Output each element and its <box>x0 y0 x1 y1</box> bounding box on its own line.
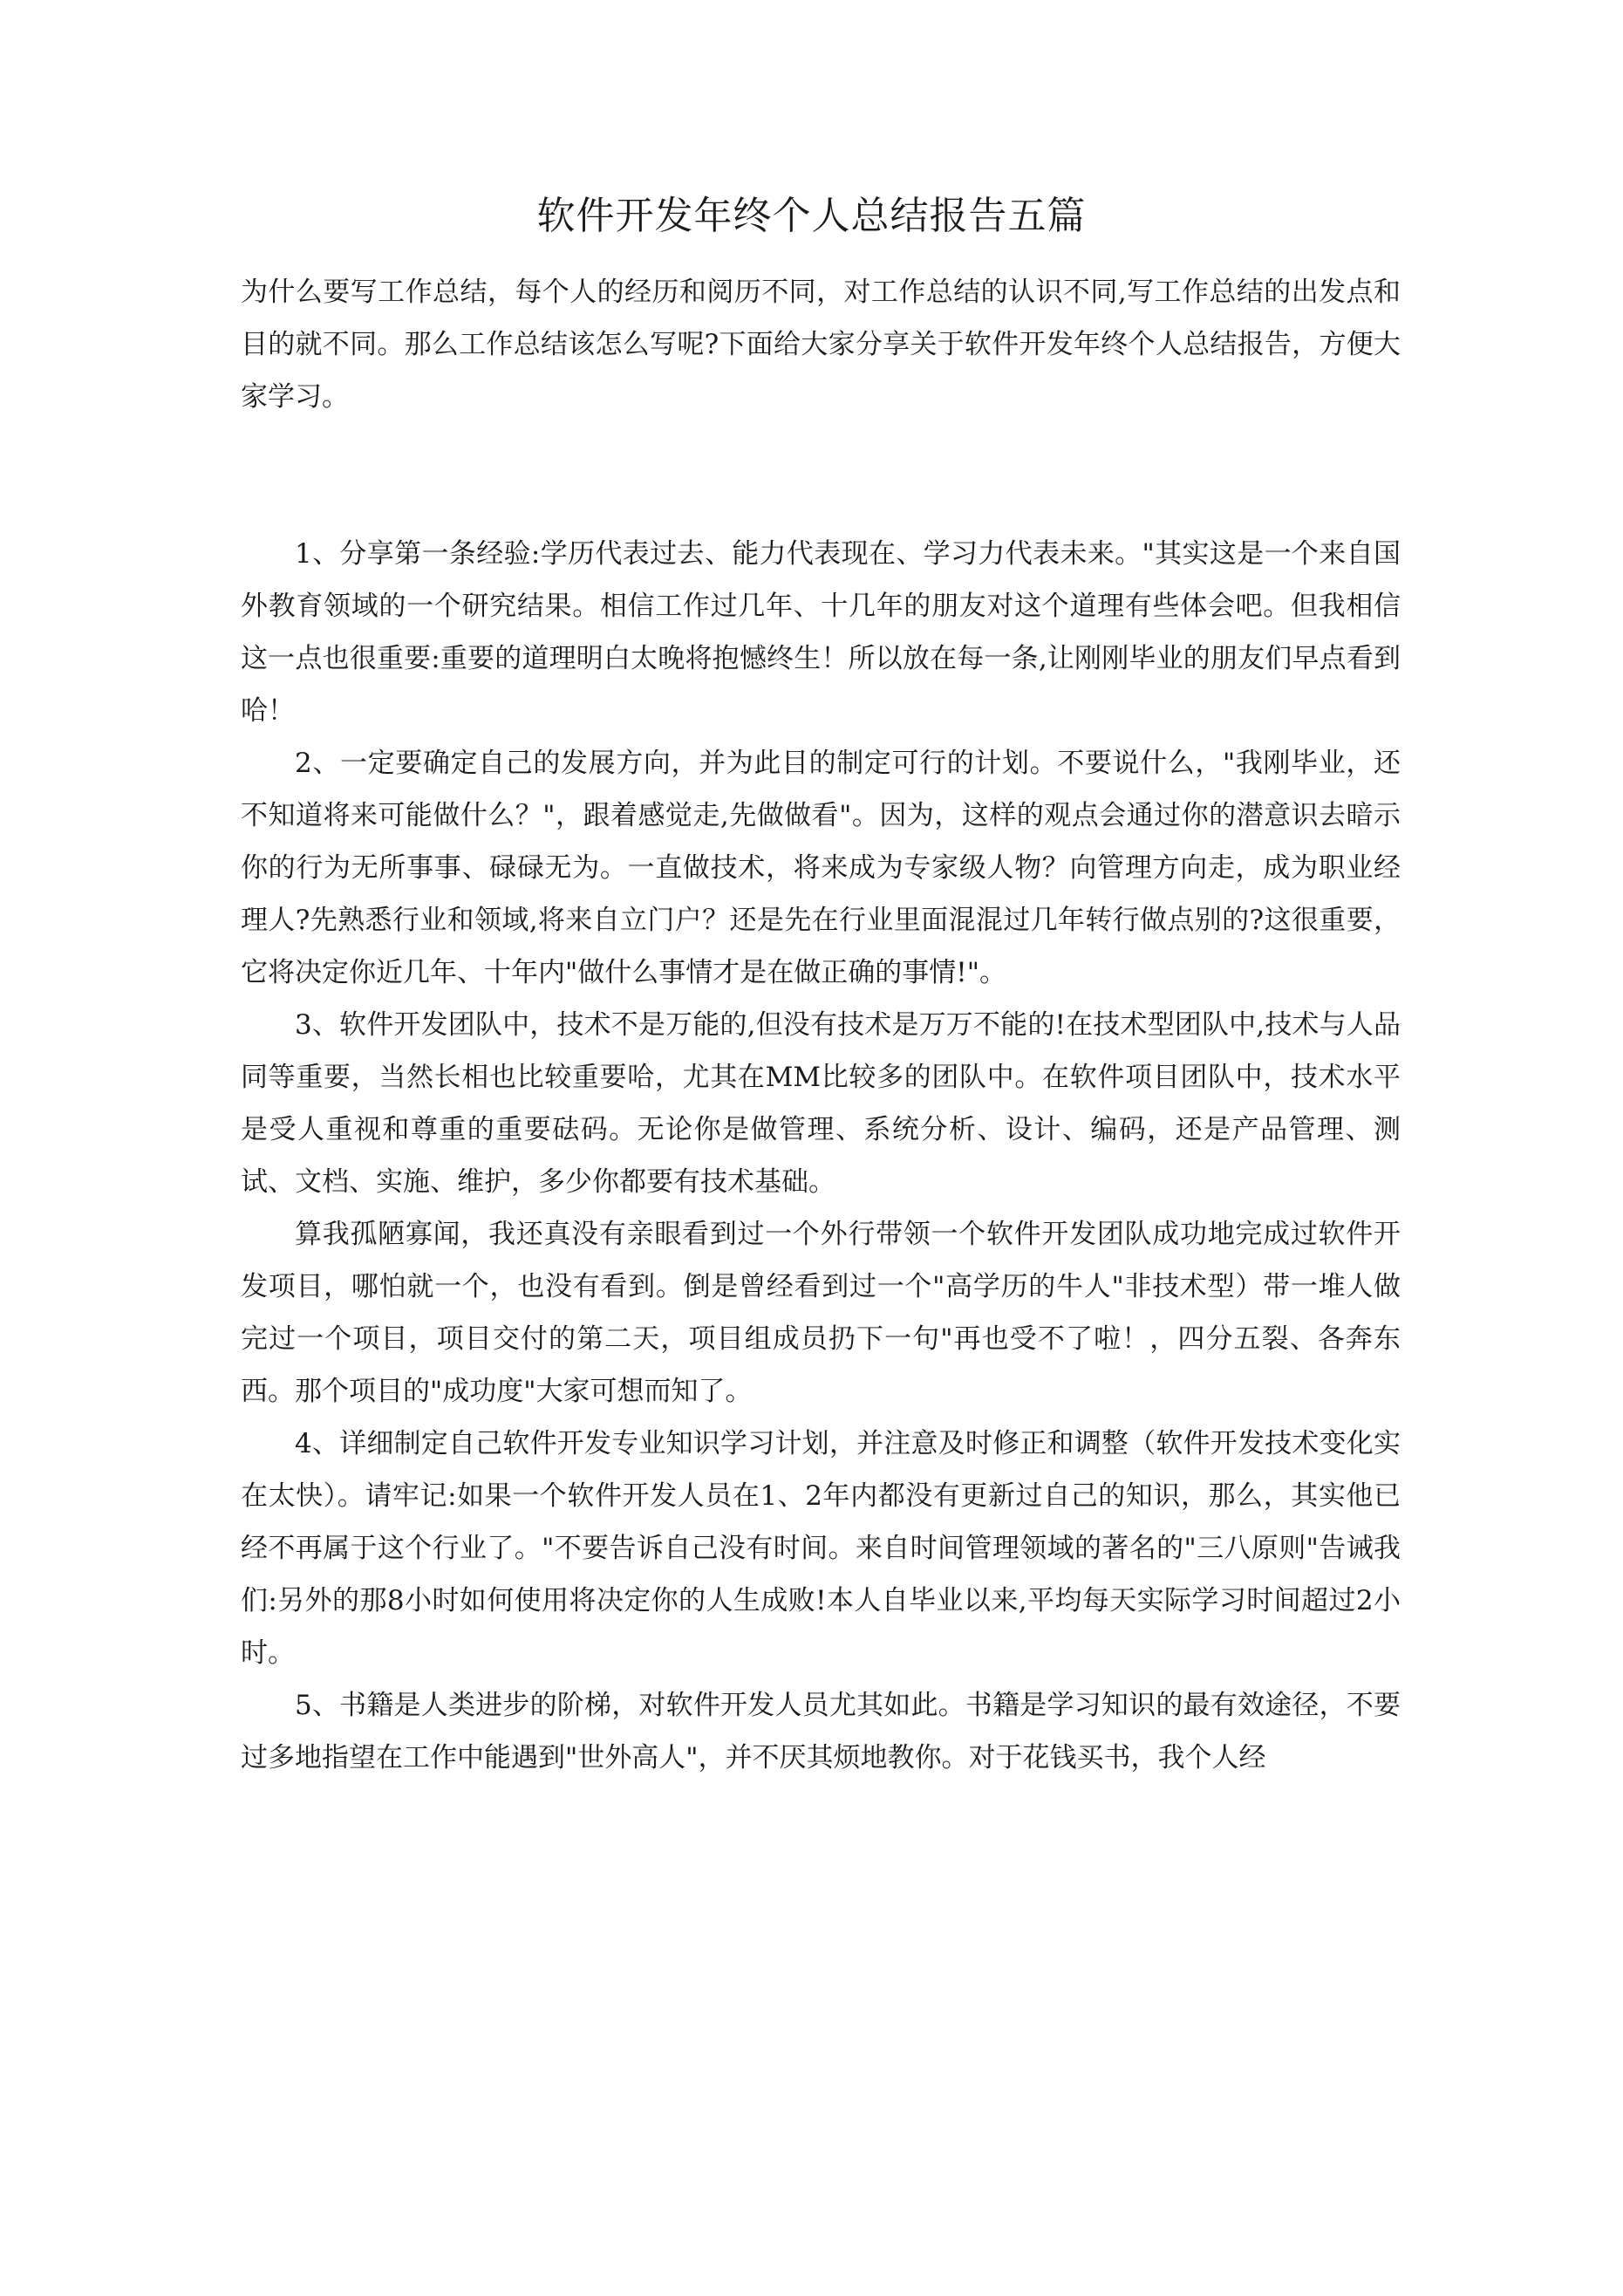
paragraph-6: 5、书籍是人类进步的阶梯，对软件开发人员尤其如此。书籍是学习知识的最有效途径，不要过多地指望在工作中能遇到"世外高人"，并不厌其烦地教你。对于花钱买书，我个人经 <box>241 1690 1401 1773</box>
paragraph-4: 算我孤陋寡闻，我还真没有亲眼看到过一个外行带领一个软件开发团队成功地完成过软件开发项目，哪怕就一个，也没有看到。倒是曾经看到过一个"高学历的牛人"非技术型）带一堆人做完过一个项目，项目交付的第二天，项目组成员扔下一句"再也受不了啦！，四分五裂、各奔东西。那个项目的"成功度"大家可想而知了。 <box>241 1219 1401 1407</box>
paragraph-1: 1、分享第一条经验:学历代表过去、能力代表现在、学习力代表未来。"其实这是一个来自国外教育领域的一个研究结果。相信工作过几年、十几年的朋友对这个道理有些体会吧。但我相信这一点也很重要:重要的道理明白太晚将抱憾终生！所以放在每一条,让刚刚毕业的朋友们早点看到哈！ <box>241 538 1401 727</box>
document-body <box>241 266 1401 1784</box>
document-title: 软件开发年终个人总结报告五篇 <box>536 194 1087 238</box>
paragraph-2: 2、一定要确定自己的发展方向，并为此目的制定可行的计划。不要说什么，"我刚毕业，还不知道将来可能做什么？"，跟着感觉走,先做做看"。因为，这样的观点会通过你的潜意识去暗示你的行为无所事事、碌碌无为。一直做技术，将来成为专家级人物？向管理方向走，成为职业经理人?先熟悉行业和领域,将来自立门户？还是先在行业里面混混过几年转行做点别的?这很重要，它将决定你近几年、十年内"做什么事情才是在做正确的事情!"。 <box>241 748 1401 988</box>
intro-paragraph: 为什么要写工作总结，每个人的经历和阅历不同，对工作总结的认识不同,写工作总结的出发点和目的就不同。那么工作总结该怎么写呢?下面给大家分享关于软件开发年终个人总结报告，方便大家学习。 <box>241 277 1401 413</box>
paragraph-3: 3、软件开发团队中，技术不是万能的,但没有技术是万万不能的!在技术型团队中,技术与人品同等重要，当然长相也比较重要哈，尤其在MM比较多的团队中。在软件项目团队中，技术水平是受人重视和尊重的重要砝码。无论你是做管理、系统分析、设计、编码，还是产品管理、测试、文档、实施、维护，多少你都要有技术基础。 <box>241 1009 1401 1198</box>
paragraph-5: 4、详细制定自己软件开发专业知识学习计划，并注意及时修正和调整（软件开发技术变化实在太快）。请牢记:如果一个软件开发人员在1、2年内都没有更新过自己的知识，那么，其实他已经不再属于这个行业了。"不要告诉自己没有时间。来自时间管理领域的著名的"三八原则"告诫我们:另外的那8小时如何使用将决定你的人生成败!本人自毕业以来,平均每天实际学习时间超过2小时。 <box>241 1428 1401 1669</box>
